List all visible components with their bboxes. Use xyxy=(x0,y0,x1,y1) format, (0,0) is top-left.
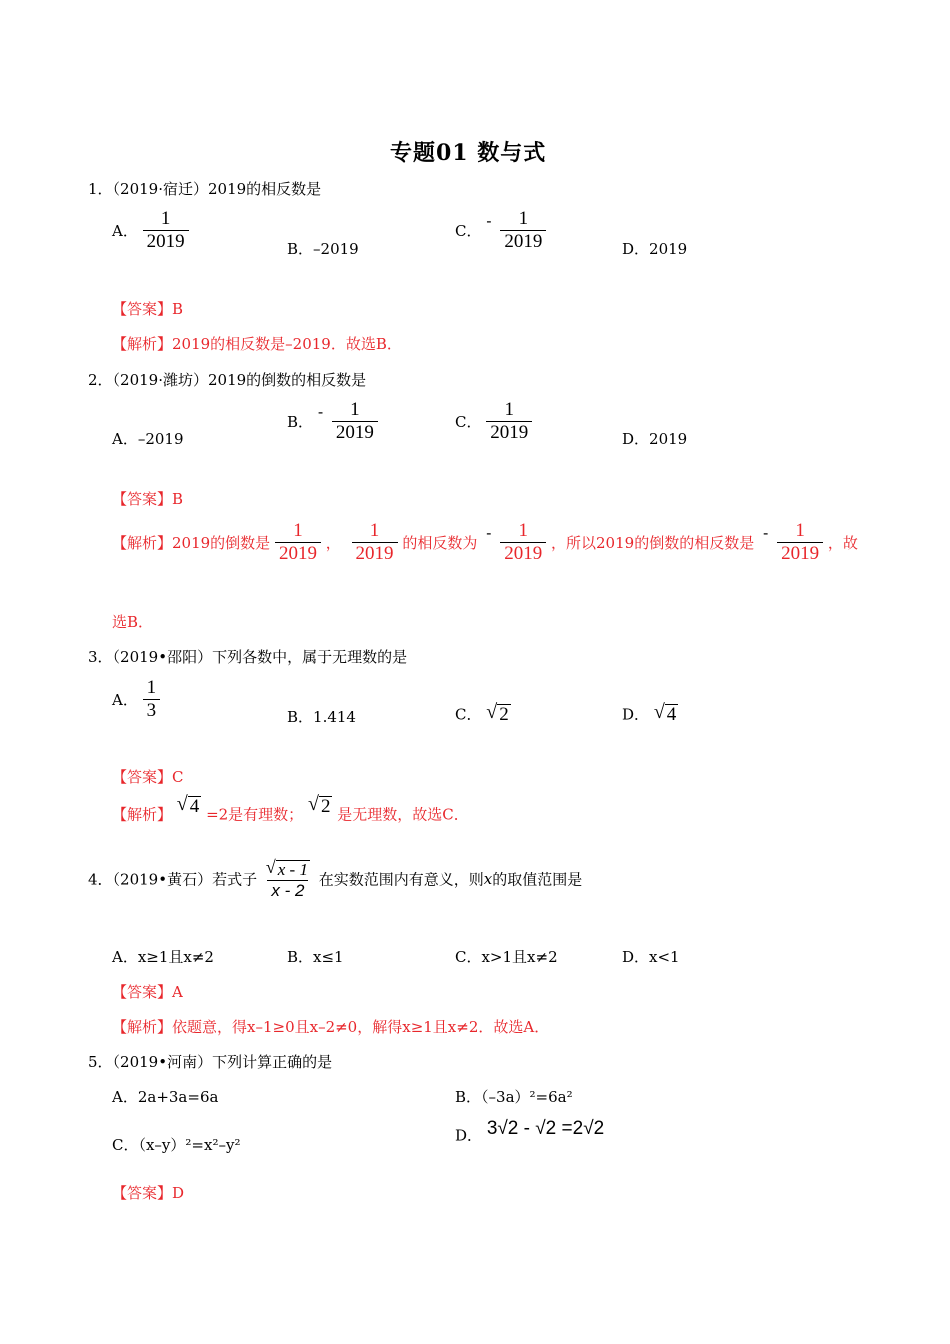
minus-sign: - xyxy=(486,525,492,543)
q1-option-c-label: C． xyxy=(455,221,482,240)
fraction-numerator: 1 xyxy=(518,520,528,541)
fraction-numerator: 1 xyxy=(518,208,529,229)
sqrt-expression xyxy=(308,794,332,818)
q1-option-a-label: A． xyxy=(112,221,138,240)
q3-option-d-label: D． xyxy=(622,705,650,724)
radicand: x - 1 xyxy=(277,860,308,879)
fraction-denominator: 2019 xyxy=(486,421,532,444)
analysis-fraction xyxy=(352,520,398,565)
q2-answer: 【答案】B xyxy=(112,490,184,508)
q4-option-d: D．x<1 xyxy=(622,948,680,966)
sqrt-expression xyxy=(486,702,510,726)
q5-answer: 【答案】D xyxy=(112,1184,185,1202)
analysis-text: =2是有理数； xyxy=(206,805,304,824)
analysis-text: ，所以2019的倒数的相反数是 xyxy=(551,533,755,552)
q3-option-a-label: A． xyxy=(112,690,138,709)
fraction-denominator: 2019 xyxy=(275,542,321,565)
q4-answer: 【答案】A xyxy=(112,983,183,1001)
analysis-text: 【解析】 xyxy=(112,805,173,824)
q2-option-c-fraction xyxy=(486,399,532,444)
q3-analysis xyxy=(112,793,469,826)
fraction-numerator: 1 xyxy=(369,520,380,541)
analysis-fraction xyxy=(275,520,321,565)
fraction-denominator: 2019 xyxy=(332,421,378,444)
radicand: 2 xyxy=(320,796,331,817)
fraction-numerator: 1 xyxy=(160,208,171,229)
q3-answer: 【答案】C xyxy=(112,768,184,786)
analysis-text: ， xyxy=(325,533,341,552)
fraction-numerator xyxy=(262,858,314,880)
analysis-fraction xyxy=(500,520,546,565)
q3-option-c-label: C． xyxy=(455,705,482,724)
stem-text: 在实数范围内有意义，则 xyxy=(318,870,484,889)
radicand: 4 xyxy=(666,704,677,725)
q5-option-a: A．2a+3a=6a xyxy=(112,1088,219,1106)
fraction-denominator: 2019 xyxy=(777,542,823,565)
analysis-text: 的相反数为 xyxy=(402,533,478,552)
variable-x: x xyxy=(483,870,493,889)
radicand: 4 xyxy=(189,796,200,817)
fraction-denominator: 2019 xyxy=(500,230,546,253)
q3-option-d xyxy=(622,702,678,726)
q4-option-c: C．x>1且x≠2 xyxy=(455,948,558,966)
q1-option-d: D．2019 xyxy=(622,240,688,258)
radical-sign: √ xyxy=(265,857,276,877)
q5-option-d-label: D． xyxy=(455,1126,483,1145)
q1-option-a-fraction xyxy=(143,208,189,253)
q1-option-c xyxy=(455,208,546,253)
analysis-text: ，故 xyxy=(827,533,858,552)
radical-sign: √ xyxy=(486,701,498,723)
q4-option-b: B．x≤1 xyxy=(287,948,344,966)
question-3-stem: 3．（2019•邵阳）下列各数中，属于无理数的是 xyxy=(88,648,408,666)
sqrt-expression xyxy=(177,794,201,818)
q1-analysis: 【解析】2019的相反数是–2019．故选B． xyxy=(112,335,402,353)
radical-sign: √ xyxy=(653,701,665,723)
q2-option-b-fraction xyxy=(332,399,378,444)
q3-option-a-fraction xyxy=(143,677,161,722)
q3-option-c xyxy=(455,702,511,726)
minus-sign: - xyxy=(317,404,324,422)
fraction-denominator: 2019 xyxy=(143,230,189,253)
q2-option-a: A．–2019 xyxy=(112,430,184,448)
analysis-fraction xyxy=(777,520,823,565)
sqrt-expression xyxy=(654,702,678,726)
question-5-stem: 5．（2019•河南）下列计算正确的是 xyxy=(88,1053,333,1071)
q1-option-c-fraction xyxy=(500,208,546,253)
q4-analysis: 【解析】依题意，得x–1≥0且x–2≠0，解得x≥1且x≠2．故选A． xyxy=(112,1018,550,1036)
q5-option-c: C．（x–y）²=x²–y² xyxy=(112,1136,241,1154)
minus-sign: - xyxy=(762,525,769,543)
fraction-denominator: 2019 xyxy=(352,542,398,565)
fraction-numerator: 1 xyxy=(146,677,157,698)
question-1-stem: 1．（2019·宿迁）2019的相反数是 xyxy=(88,180,322,198)
q5-option-d xyxy=(455,1118,605,1146)
question-4-stem xyxy=(88,858,582,900)
analysis-text: 【解析】2019的倒数是 xyxy=(112,533,271,552)
q2-option-b xyxy=(287,399,378,444)
minus-sign: - xyxy=(486,213,492,231)
analysis-text: 是无理数，故选C． xyxy=(337,805,469,824)
q2-analysis-line xyxy=(112,520,858,565)
q2-analysis-line-2: 选B． xyxy=(112,613,154,631)
fraction-numerator: 1 xyxy=(293,520,303,541)
q5-option-d-expression: 3√2 - √2 =2√2 xyxy=(486,1118,605,1139)
fraction-numerator: 1 xyxy=(795,520,805,541)
q1-option-a xyxy=(112,208,189,253)
q4-fraction xyxy=(262,858,314,900)
q3-option-b: B．1.414 xyxy=(287,708,356,726)
fraction-denominator: 2019 xyxy=(500,542,546,565)
q2-option-c xyxy=(455,399,532,444)
fraction-numerator: 1 xyxy=(350,399,360,420)
fraction-denominator: 3 xyxy=(143,699,161,722)
question-2-stem: 2．（2019·潍坊）2019的倒数的相反数是 xyxy=(88,371,367,389)
stem-text: 的取值范围是 xyxy=(492,870,583,889)
radical-sign: √ xyxy=(307,793,319,815)
q3-option-a xyxy=(112,677,160,722)
fraction-numerator: 1 xyxy=(504,399,515,420)
radicand: 2 xyxy=(499,704,509,725)
page-title: 专题01 数与式 xyxy=(390,140,547,166)
q2-option-c-label: C． xyxy=(455,412,482,431)
stem-text: 4．（2019•黄石）若式子 xyxy=(88,870,258,889)
fraction-denominator: x - 2 xyxy=(267,880,308,901)
radical-sign: √ xyxy=(176,793,188,815)
q4-option-a: A．x≥1且x≠2 xyxy=(112,948,214,966)
q2-option-d: D．2019 xyxy=(622,430,688,448)
q1-answer: 【答案】B xyxy=(112,300,184,318)
q1-option-b: B．–2019 xyxy=(287,240,359,258)
q5-option-b: B．（–3a）²=6a² xyxy=(455,1088,573,1106)
q2-option-b-label: B． xyxy=(287,412,314,431)
